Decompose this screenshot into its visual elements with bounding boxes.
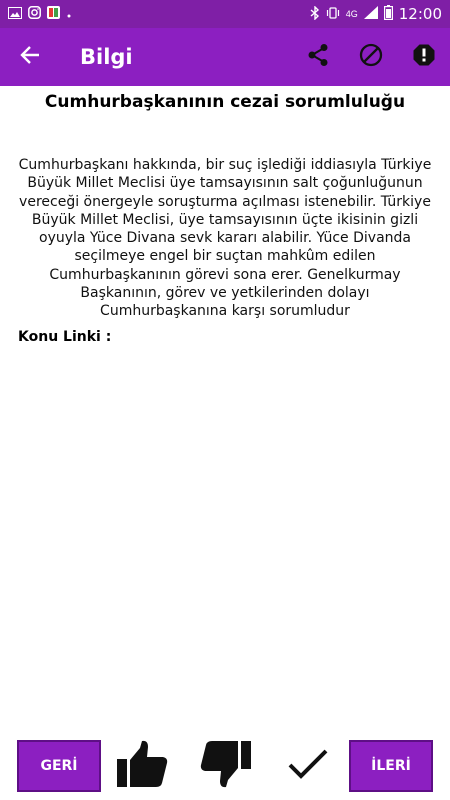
photo-app-icon — [47, 6, 60, 22]
topic-link-label: Konu Linki : — [18, 328, 112, 345]
share-icon — [307, 43, 329, 72]
back-button[interactable] — [2, 28, 58, 86]
bottom-bar — [0, 740, 450, 792]
share-button[interactable] — [291, 28, 344, 86]
page-title: Bilgi — [80, 45, 133, 69]
network-type: 4G — [345, 9, 358, 19]
report-button[interactable] — [397, 28, 450, 86]
signal-icon — [364, 6, 378, 22]
thumbs-down-icon — [200, 740, 252, 793]
image-icon — [8, 6, 22, 22]
article-body: Cumhurbaşkanı hakkında, bir suç işlediği iddiasıyla Türkiye Büyük Millet Meclisi üye tamsayısının salt çoğunluğunun vereceği önergeyle soruşturma açılması istenebilir. Türkiye Büyük Millet Meclisi, üye tamsayısının üçte ikisinin gizli oyuyla Yüce Divana sevk kararı alabilir. Yüce Divanda seçilmeye engel bir suçtan mahkûm edilen Cumhurbaşkanının görevi sona erer. Genelkurmay Başkanının, görev ve yetkilerinden dolayı Cumhurbaşkanına karşı sorumludur — [18, 157, 432, 320]
article-title: Cumhurbaşkanının cezai sorumluluğu — [44, 92, 406, 112]
dislike-button[interactable] — [198, 740, 254, 792]
like-button[interactable] — [114, 740, 170, 792]
status-left — [8, 6, 72, 22]
back-arrow-icon — [20, 45, 40, 70]
check-button[interactable] — [283, 740, 333, 792]
check-icon — [287, 748, 329, 785]
battery-icon — [384, 5, 393, 23]
status-bar — [0, 0, 450, 28]
content — [0, 86, 450, 345]
app-actions — [291, 28, 450, 86]
next-button[interactable]: İLERİ — [349, 740, 433, 792]
prev-button[interactable]: GERİ — [17, 740, 101, 792]
block-icon — [359, 43, 383, 72]
block-button[interactable] — [344, 28, 397, 86]
instagram-icon — [28, 6, 41, 22]
vibrate-icon — [326, 6, 340, 23]
thumbs-up-icon — [116, 740, 168, 793]
status-right — [310, 5, 442, 23]
bluetooth-icon — [310, 6, 320, 23]
app-bar — [0, 28, 450, 86]
status-time: 12:00 — [398, 5, 442, 23]
notification-dot-icon — [66, 6, 72, 22]
alert-icon — [413, 44, 435, 71]
